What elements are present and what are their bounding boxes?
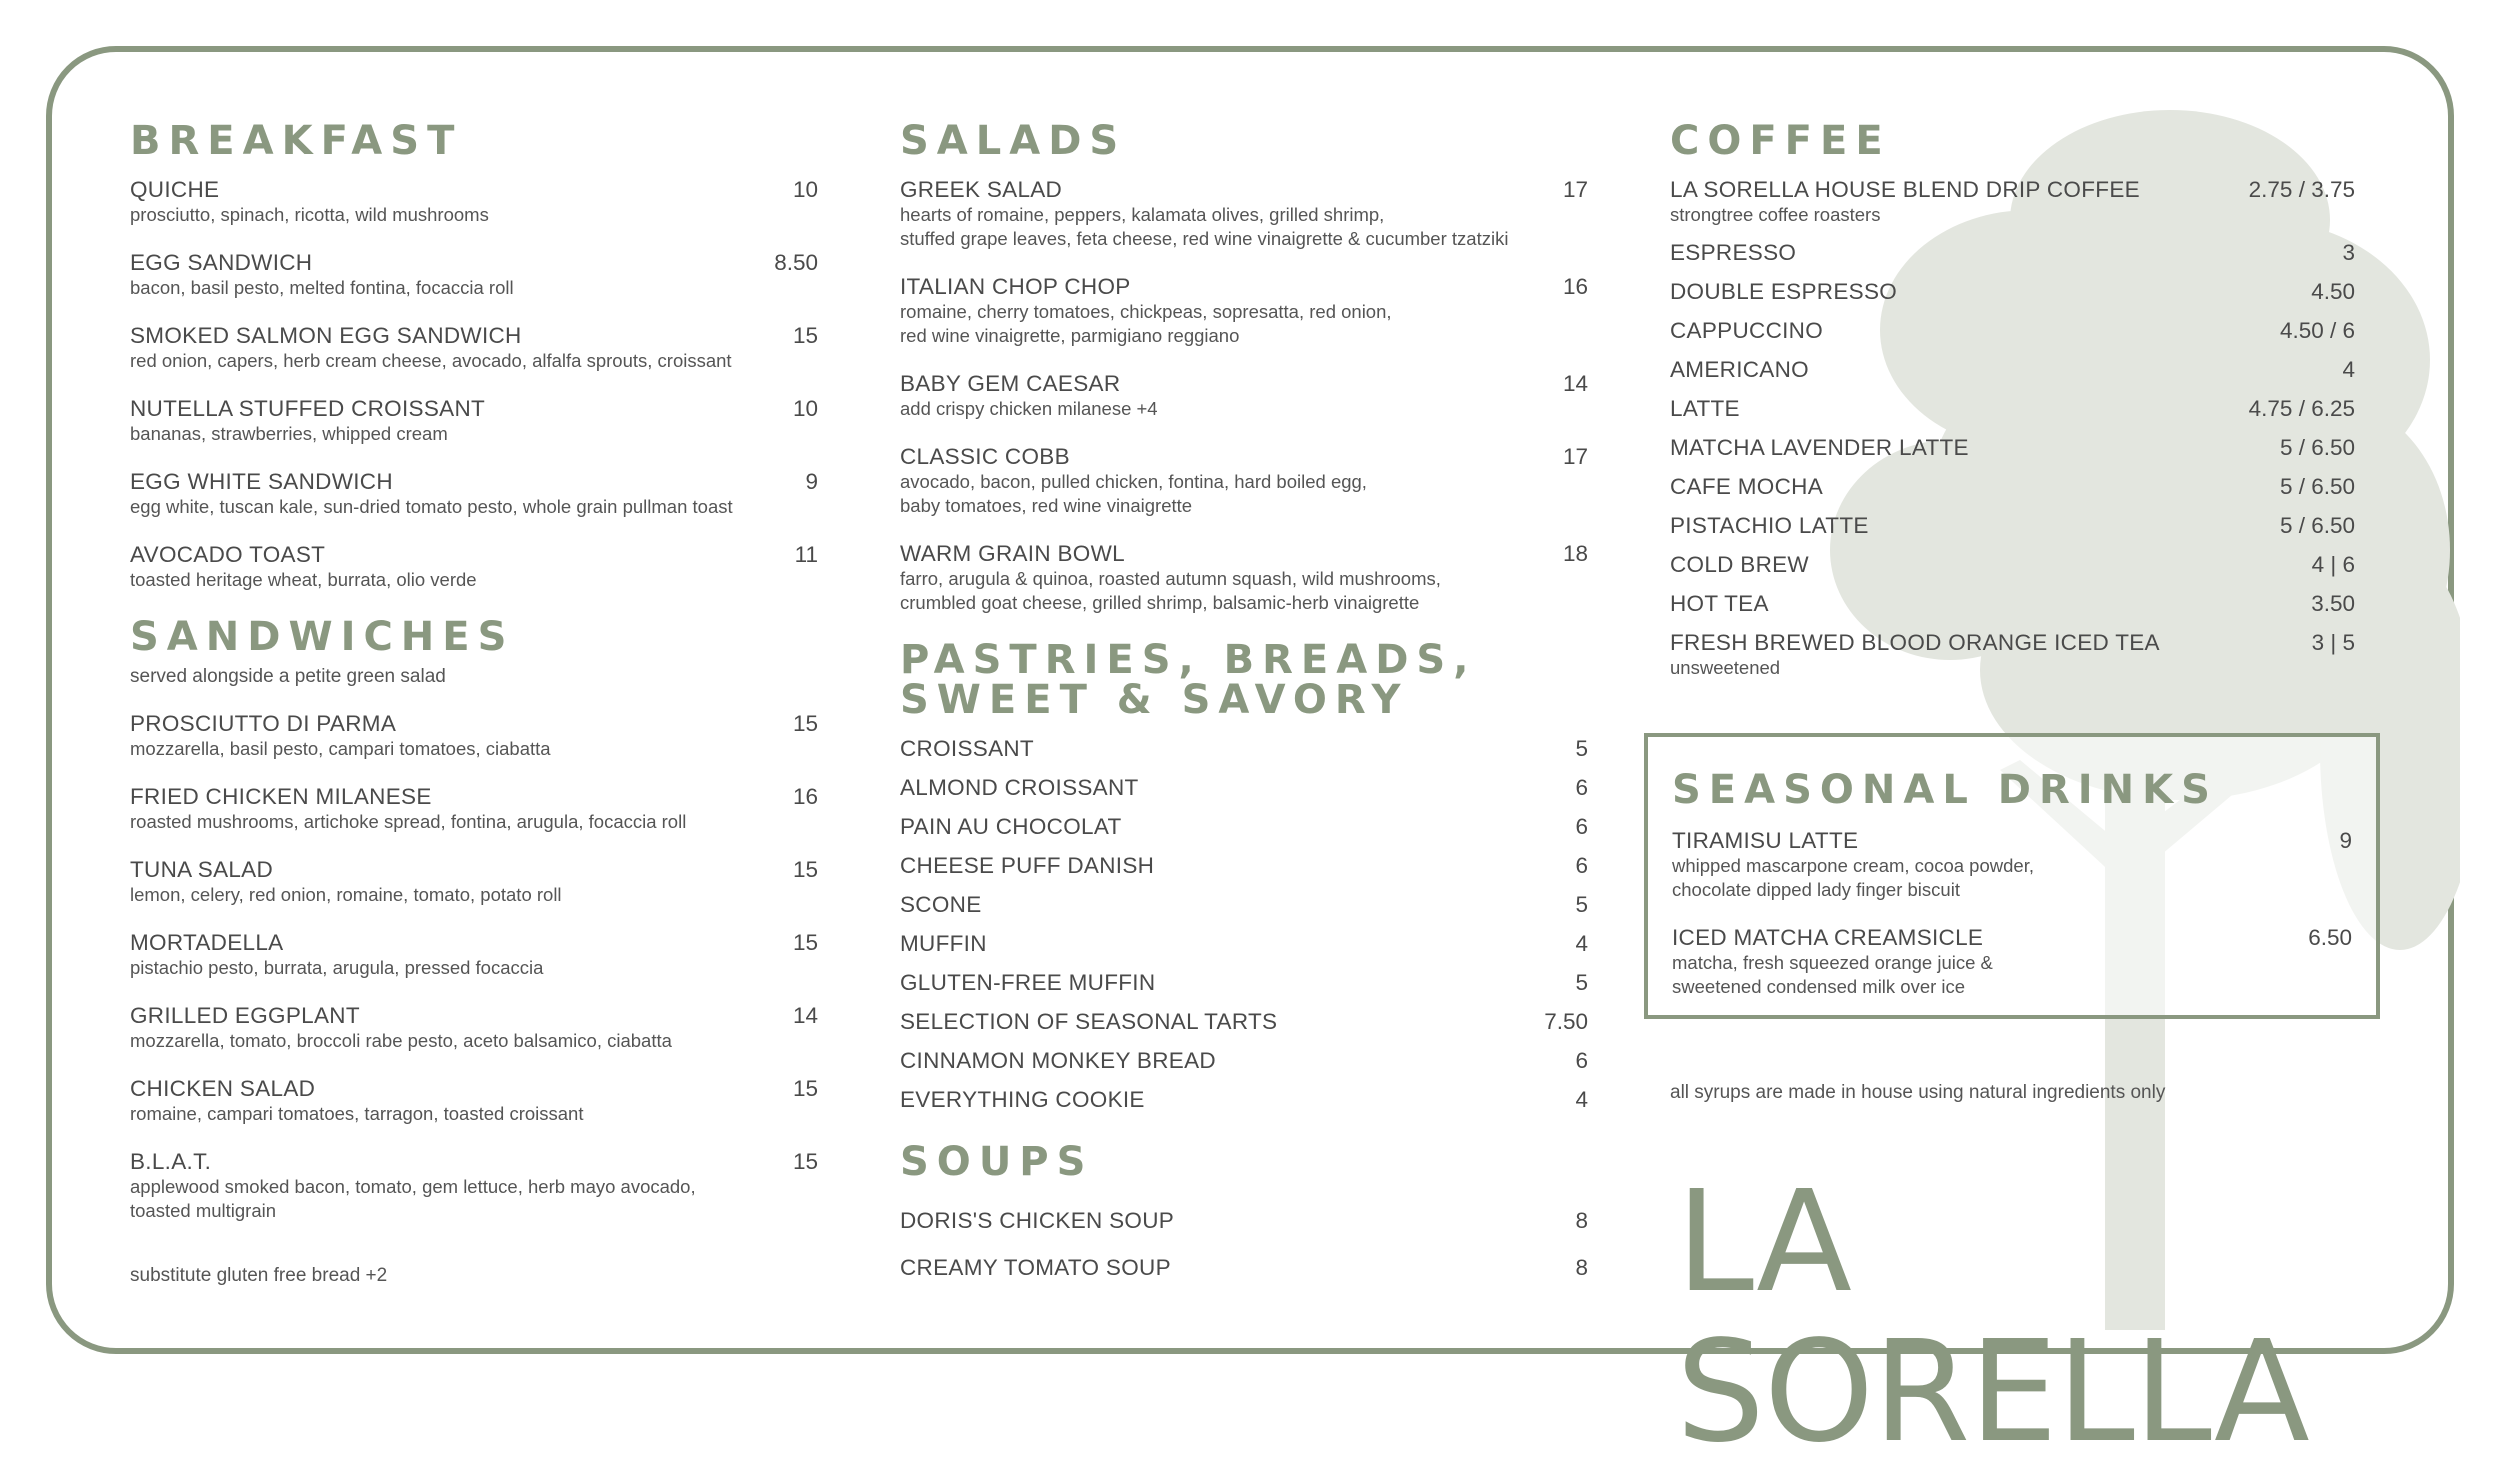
- coffee-heading: COFFEE: [1670, 118, 1891, 164]
- item-description: toasted multigrain: [130, 1200, 277, 1221]
- menu-item: [130, 541, 818, 592]
- item-price: 4: [1575, 931, 1588, 956]
- menu-item: [900, 852, 1588, 879]
- menu-item: [1670, 434, 2355, 461]
- menu-item: [900, 774, 1588, 801]
- item-price: 15: [792, 1076, 818, 1101]
- item-name: DORIS'S CHICKEN SOUP: [900, 1208, 1175, 1233]
- pastries-heading-line2: SWEET & SAVORY: [900, 677, 1409, 723]
- item-price: 4 | 6: [2311, 552, 2355, 577]
- item-name: LA SORELLA HOUSE BLEND DRIP COFFEE: [1670, 177, 2140, 202]
- menu-item: [900, 1008, 1588, 1035]
- column-middle: [900, 118, 1588, 1293]
- item-description: chocolate dipped lady finger biscuit: [1672, 879, 1960, 900]
- item-name: BABY GEM CAESAR: [900, 371, 1121, 396]
- item-description: red wine vinaigrette, parmigiano reggiano: [900, 325, 1240, 346]
- item-description: crumbled goat cheese, grilled shrimp, balsamic-herb vinaigrette: [900, 592, 1420, 613]
- item-description: bananas, strawberries, whipped cream: [130, 423, 448, 444]
- menu-item: [1670, 356, 2355, 383]
- item-name: EGG SANDWICH: [130, 250, 313, 275]
- menu-item: [1670, 551, 2355, 578]
- item-price: 5 / 6.50: [2279, 474, 2355, 499]
- item-price: 11: [794, 542, 818, 567]
- item-price: 14: [1562, 371, 1588, 396]
- item-price: 3 | 5: [2311, 630, 2355, 655]
- item-price: 5 / 6.50: [2279, 435, 2355, 460]
- item-description: toasted heritage wheat, burrata, olio verde: [130, 569, 477, 590]
- item-price: 14: [792, 1003, 818, 1028]
- menu-item: [900, 735, 1588, 762]
- item-description: stuffed grape leaves, feta cheese, red wine vinaigrette & cucumber tzatziki: [900, 228, 1509, 249]
- brand-logo: LA SORELLA: [1676, 1161, 2309, 1474]
- item-description: lemon, celery, red onion, romaine, tomato, potato roll: [130, 884, 562, 905]
- item-description: farro, arugula & quinoa, roasted autumn squash, wild mushrooms,: [900, 568, 1441, 589]
- item-price: 8: [1575, 1208, 1588, 1233]
- item-price: 5: [1575, 892, 1588, 917]
- menu-item: [130, 856, 818, 907]
- item-name: SELECTION OF SEASONAL TARTS: [900, 1009, 1278, 1034]
- sandwiches-heading: SANDWICHES: [130, 614, 515, 660]
- item-description: egg white, tuscan kale, sun-dried tomato pesto, whole grain pullman toast: [130, 496, 733, 517]
- item-name: CREAMY TOMATO SOUP: [900, 1255, 1171, 1280]
- item-price: 6.50: [2308, 925, 2352, 950]
- soups-heading: SOUPS: [900, 1139, 1094, 1185]
- item-name: NUTELLA STUFFED CROISSANT: [130, 396, 486, 421]
- item-price: 5: [1575, 736, 1588, 761]
- item-price: 6: [1575, 853, 1588, 878]
- item-description: mozzarella, basil pesto, campari tomatoes, ciabatta: [130, 738, 551, 759]
- item-price: 5 / 6.50: [2279, 513, 2355, 538]
- menu-item: [130, 176, 818, 227]
- menu-item: [1670, 629, 2355, 680]
- item-description: bacon, basil pesto, melted fontina, focaccia roll: [130, 277, 514, 298]
- item-description: matcha, fresh squeezed orange juice &: [1672, 952, 1993, 973]
- item-name: B.L.A.T.: [130, 1149, 212, 1174]
- menu-item: [130, 249, 818, 300]
- item-name: ALMOND CROISSANT: [900, 775, 1139, 800]
- menu-item: [900, 1254, 1588, 1281]
- syrups-note: all syrups are made in house using natural ingredients only: [1670, 1082, 2166, 1103]
- item-price: 10: [792, 177, 818, 202]
- menu-item: [1670, 473, 2355, 500]
- item-price: 16: [1562, 274, 1588, 299]
- menu-item: [1670, 512, 2355, 539]
- item-description: hearts of romaine, peppers, kalamata olives, grilled shrimp,: [900, 204, 1385, 225]
- item-price: 3: [2342, 240, 2355, 265]
- item-name: FRESH BREWED BLOOD ORANGE ICED TEA: [1670, 630, 2160, 655]
- item-price: 15: [792, 857, 818, 882]
- sandwiches-list: [130, 710, 818, 1223]
- item-description: sweetened condensed milk over ice: [1672, 976, 1966, 997]
- item-name: CHEESE PUFF DANISH: [900, 853, 1155, 878]
- item-name: AMERICANO: [1670, 357, 1809, 382]
- item-price: 15: [792, 711, 818, 736]
- item-name: GREEK SALAD: [900, 177, 1063, 202]
- menu-item: [1670, 278, 2355, 305]
- item-description: avocado, bacon, pulled chicken, fontina, hard boiled egg,: [900, 471, 1367, 492]
- column-right: [1670, 118, 2355, 692]
- pastries-heading: PASTRIES, BREADS,: [900, 637, 1477, 683]
- menu-item: [900, 969, 1588, 996]
- item-name: EVERYTHING COOKIE: [900, 1087, 1145, 1112]
- item-price: 2.75 / 3.75: [2248, 177, 2355, 202]
- menu-item: [900, 1047, 1588, 1074]
- item-price: 15: [792, 323, 818, 348]
- item-name: GRILLED EGGPLANT: [130, 1003, 360, 1028]
- item-name: CAFE MOCHA: [1670, 474, 1824, 499]
- item-name: MUFFIN: [900, 931, 987, 956]
- item-name: MATCHA LAVENDER LATTE: [1670, 435, 1969, 460]
- coffee-list: [1670, 176, 2355, 680]
- menu-item: [130, 1148, 818, 1223]
- item-description: romaine, cherry tomatoes, chickpeas, sopresatta, red onion,: [900, 301, 1392, 322]
- item-price: 8: [1575, 1255, 1588, 1280]
- item-description: roasted mushrooms, artichoke spread, fontina, arugula, focaccia roll: [130, 811, 687, 832]
- item-price: 8.50: [774, 250, 818, 275]
- item-description: applewood smoked bacon, tomato, gem lettuce, herb mayo avocado,: [130, 1176, 696, 1197]
- item-price: 17: [1562, 444, 1588, 469]
- item-description: baby tomatoes, red wine vinaigrette: [900, 495, 1193, 516]
- column-left: [130, 118, 818, 1287]
- menu-item: [1672, 827, 2352, 902]
- menu-item: [900, 813, 1588, 840]
- item-name: FRIED CHICKEN MILANESE: [130, 784, 432, 809]
- menu-item: [1670, 395, 2355, 422]
- item-price: 5: [1575, 970, 1588, 995]
- item-price: 4: [2342, 357, 2355, 382]
- item-name: PROSCIUTTO DI PARMA: [130, 711, 397, 736]
- item-description: romaine, campari tomatoes, tarragon, toasted croissant: [130, 1103, 584, 1124]
- item-price: 9: [805, 469, 818, 494]
- menu-item: [900, 370, 1588, 421]
- item-description: add crispy chicken milanese +4: [900, 398, 1158, 419]
- salads-list: [900, 176, 1588, 615]
- menu-item: [1670, 239, 2355, 266]
- item-price: 6: [1575, 775, 1588, 800]
- item-description: mozzarella, tomato, broccoli rabe pesto, aceto balsamico, ciabatta: [130, 1030, 672, 1051]
- menu-item: [130, 929, 818, 980]
- item-name: WARM GRAIN BOWL: [900, 541, 1125, 566]
- menu-item: [130, 1002, 818, 1053]
- menu-item: [900, 891, 1588, 918]
- item-name: PAIN AU CHOCOLAT: [900, 814, 1122, 839]
- item-name: EGG WHITE SANDWICH: [130, 469, 393, 494]
- item-name: SCONE: [900, 892, 982, 917]
- item-name: CROISSANT: [900, 736, 1034, 761]
- item-price: 17: [1562, 177, 1588, 202]
- soups-list: [900, 1207, 1588, 1281]
- item-description: prosciutto, spinach, ricotta, wild mushrooms: [130, 204, 489, 225]
- salads-heading: SALADS: [900, 118, 1127, 164]
- pastries-list: [900, 735, 1588, 1113]
- gluten-free-note: substitute gluten free bread +2: [130, 1265, 388, 1286]
- item-name: QUICHE: [130, 177, 220, 202]
- item-name: AVOCADO TOAST: [130, 542, 326, 567]
- item-price: 6: [1575, 814, 1588, 839]
- item-description: whipped mascarpone cream, cocoa powder,: [1672, 855, 2034, 876]
- breakfast-list: [130, 176, 818, 592]
- item-description: unsweetened: [1670, 657, 1781, 678]
- menu-item: [130, 710, 818, 761]
- menu-item: [900, 540, 1588, 615]
- item-name: LATTE: [1670, 396, 1740, 421]
- seasonal-heading: SEASONAL DRINKS: [1672, 767, 2218, 813]
- item-name: CHICKEN SALAD: [130, 1076, 316, 1101]
- item-name: TIRAMISU LATTE: [1672, 828, 1859, 853]
- menu-item: [900, 930, 1588, 957]
- item-price: 3.50: [2311, 591, 2355, 616]
- item-description: pistachio pesto, burrata, arugula, pressed focaccia: [130, 957, 544, 978]
- menu-item: [1672, 924, 2352, 999]
- item-name: HOT TEA: [1670, 591, 1769, 616]
- item-price: 15: [792, 930, 818, 955]
- breakfast-heading: BREAKFAST: [130, 118, 463, 164]
- item-price: 16: [792, 784, 818, 809]
- item-name: CINNAMON MONKEY BREAD: [900, 1048, 1216, 1073]
- sandwiches-note: served alongside a petite green salad: [130, 666, 446, 687]
- menu-item: [900, 176, 1588, 251]
- menu-item: [900, 1086, 1588, 1113]
- seasonal-drinks-box: [1644, 733, 2380, 1019]
- item-price: 4: [1575, 1087, 1588, 1112]
- item-price: 4.50 / 6: [2279, 318, 2355, 343]
- item-price: 7.50: [1544, 1009, 1588, 1034]
- item-price: 9: [2339, 828, 2352, 853]
- item-name: COLD BREW: [1670, 552, 1809, 577]
- item-name: ICED MATCHA CREAMSICLE: [1672, 925, 1984, 950]
- menu-item: [900, 443, 1588, 518]
- menu-item: [1670, 176, 2355, 227]
- item-price: 6: [1575, 1048, 1588, 1073]
- menu-item: [130, 395, 818, 446]
- menu-item: [130, 322, 818, 373]
- item-name: CLASSIC COBB: [900, 444, 1070, 469]
- item-description: red onion, capers, herb cream cheese, avocado, alfalfa sprouts, croissant: [130, 350, 732, 371]
- menu-item: [1670, 590, 2355, 617]
- item-name: PISTACHIO LATTE: [1670, 513, 1869, 538]
- menu-item: [1670, 317, 2355, 344]
- item-name: GLUTEN-FREE MUFFIN: [900, 970, 1156, 995]
- menu-item: [130, 1075, 818, 1126]
- item-name: CAPPUCCINO: [1670, 318, 1824, 343]
- item-name: DOUBLE ESPRESSO: [1670, 279, 1898, 304]
- item-price: 4.50: [2311, 279, 2355, 304]
- item-name: MORTADELLA: [130, 930, 284, 955]
- item-name: SMOKED SALMON EGG SANDWICH: [130, 323, 522, 348]
- item-name: ESPRESSO: [1670, 240, 1797, 265]
- item-price: 4.75 / 6.25: [2248, 396, 2355, 421]
- item-price: 10: [792, 396, 818, 421]
- menu-item: [130, 468, 818, 519]
- item-description: strongtree coffee roasters: [1670, 204, 1881, 225]
- menu-item: [900, 1207, 1588, 1234]
- menu-item: [900, 273, 1588, 348]
- item-name: ITALIAN CHOP CHOP: [900, 274, 1131, 299]
- item-name: TUNA SALAD: [130, 857, 274, 882]
- item-price: 18: [1562, 541, 1588, 566]
- item-price: 15: [792, 1149, 818, 1174]
- menu-item: [130, 783, 818, 834]
